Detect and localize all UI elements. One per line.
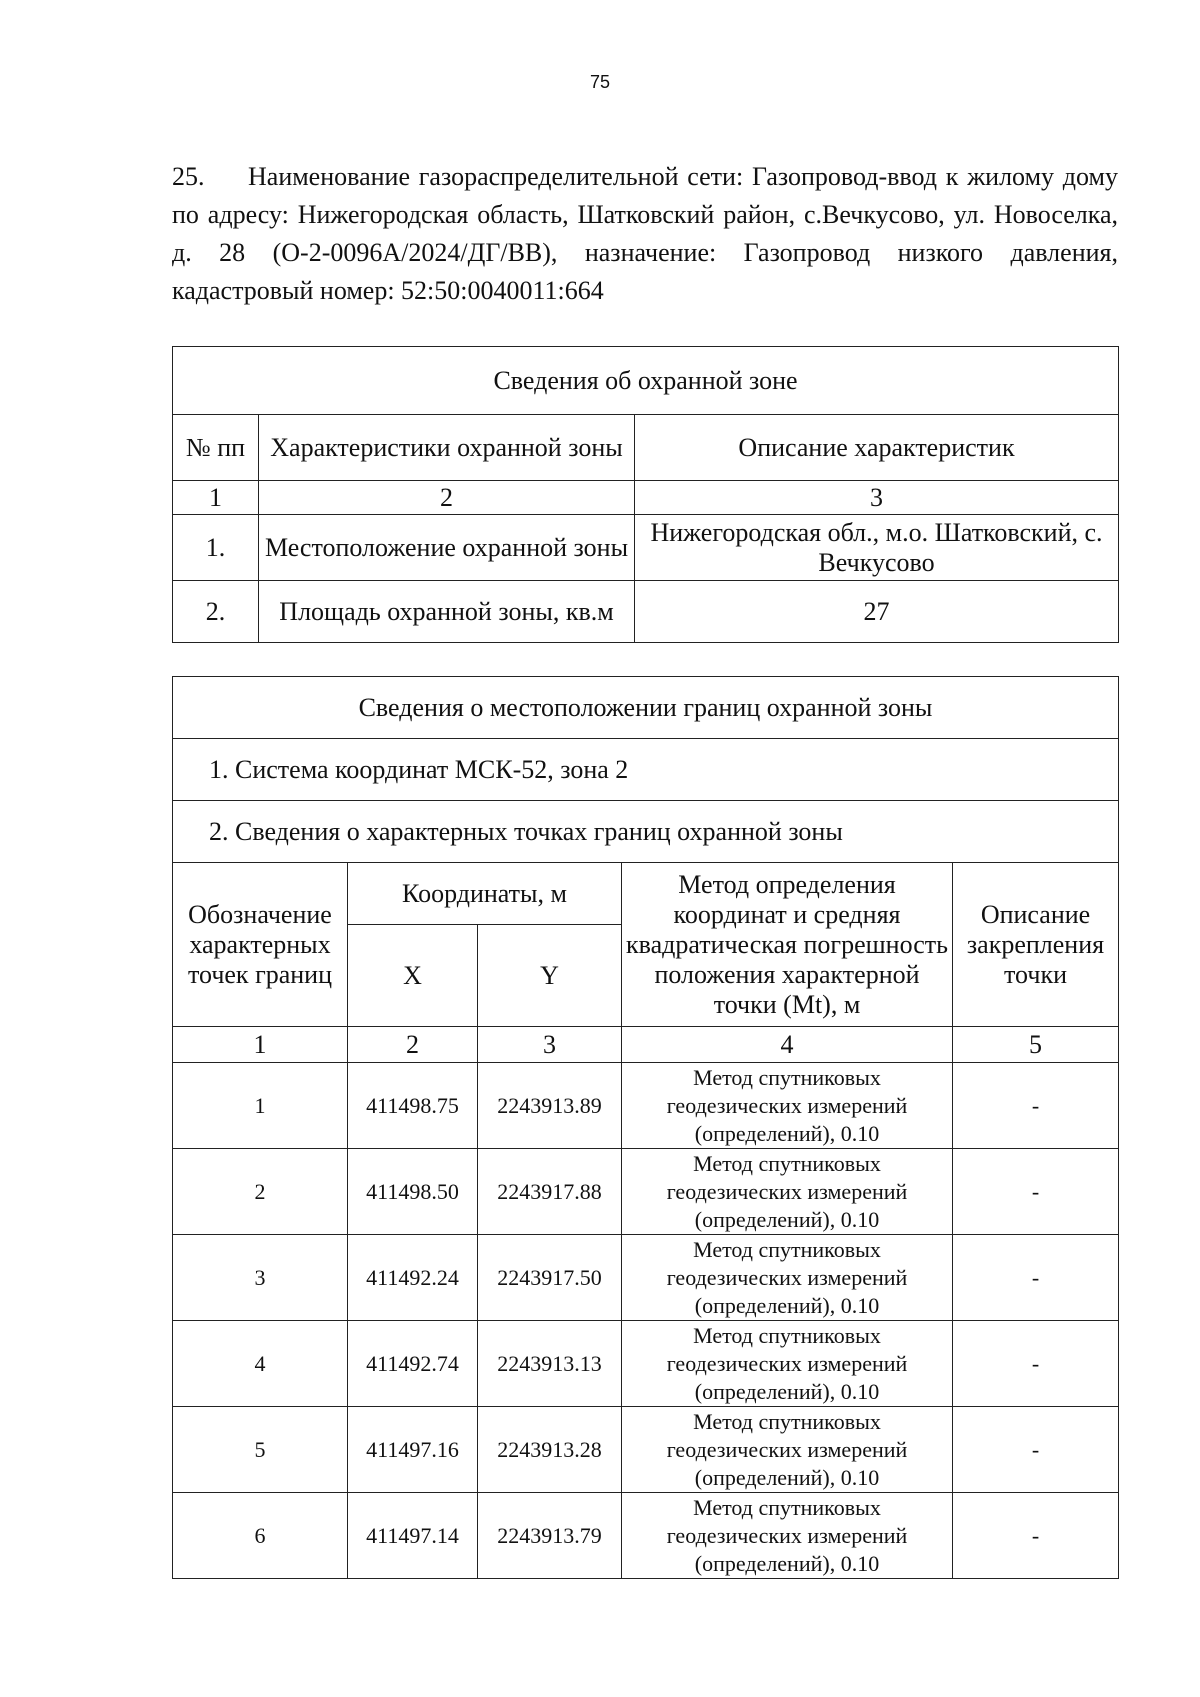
description-cell: 27 <box>635 581 1119 643</box>
row-number: 2. <box>173 581 259 643</box>
characteristic-cell: Площадь охранной зоны, кв.м <box>259 581 635 643</box>
fixing-cell: - <box>953 1063 1119 1149</box>
method-cell: Метод спутниковых геодезических измерений (определений), 0.10 <box>622 1321 953 1407</box>
zone-table-title: Сведения об охранной зоне <box>173 347 1119 415</box>
characteristic-cell: Местоположение охранной зоны <box>259 515 635 581</box>
y-cell: 2243913.28 <box>478 1407 622 1493</box>
point-cell: 6 <box>173 1493 348 1579</box>
x-header: X <box>348 925 478 1027</box>
header-cell: Характеристики охранной зоны <box>259 415 635 481</box>
page-number: 75 <box>589 72 611 92</box>
method-cell: Метод спутниковых геодезических измерений (определений), 0.10 <box>622 1493 953 1579</box>
index-cell: 5 <box>953 1027 1119 1063</box>
point-cell: 1 <box>173 1063 348 1149</box>
x-cell: 411497.14 <box>348 1493 478 1579</box>
table-row <box>173 1149 1119 1235</box>
coordinates-header: Координаты, м <box>348 863 622 925</box>
point-cell: 2 <box>173 1149 348 1235</box>
zone-info-table <box>172 346 1119 643</box>
fixing-cell: - <box>953 1493 1119 1579</box>
method-header: Метод определения координат и средняя квадратическая погрешность положения характерной точки (Mt), м <box>622 863 953 1027</box>
x-cell: 411498.75 <box>348 1063 478 1149</box>
index-cell: 1 <box>173 1027 348 1063</box>
table-row <box>173 1407 1119 1493</box>
table-row <box>173 1321 1119 1407</box>
index-cell: 3 <box>635 481 1119 515</box>
y-header: Y <box>478 925 622 1027</box>
boundary-points-table <box>172 676 1119 1579</box>
designation-header: Обозначение характерных точек границ <box>173 863 348 1027</box>
header-cell: Описание характеристик <box>635 415 1119 481</box>
point-cell: 4 <box>173 1321 348 1407</box>
x-cell: 411492.24 <box>348 1235 478 1321</box>
header-cell: № пп <box>173 415 259 481</box>
fixing-cell: - <box>953 1407 1119 1493</box>
method-cell: Метод спутниковых геодезических измерений (определений), 0.10 <box>622 1407 953 1493</box>
x-cell: 411492.74 <box>348 1321 478 1407</box>
fixing-cell: - <box>953 1321 1119 1407</box>
y-cell: 2243913.89 <box>478 1063 622 1149</box>
index-cell: 2 <box>259 481 635 515</box>
y-cell: 2243913.79 <box>478 1493 622 1579</box>
points-title: 2. Сведения о характерных точках границ охранной зоны <box>173 801 1119 863</box>
table-row <box>173 1063 1119 1149</box>
index-cell: 1 <box>173 481 259 515</box>
x-cell: 411498.50 <box>348 1149 478 1235</box>
fixing-description-header: Описание закрепления точки <box>953 863 1119 1027</box>
item-number: 25. <box>172 162 205 191</box>
row-number: 1. <box>173 515 259 581</box>
x-cell: 411497.16 <box>348 1407 478 1493</box>
point-cell: 5 <box>173 1407 348 1493</box>
method-cell: Метод спутниковых геодезических измерений (определений), 0.10 <box>622 1235 953 1321</box>
fixing-cell: - <box>953 1235 1119 1321</box>
fixing-cell: - <box>953 1149 1119 1235</box>
bounds-table-title: Сведения о местоположении границ охранной зоны <box>173 677 1119 739</box>
coord-system: 1. Система координат МСК-52, зона 2 <box>173 739 1119 801</box>
point-cell: 3 <box>173 1235 348 1321</box>
index-cell: 4 <box>622 1027 953 1063</box>
y-cell: 2243917.50 <box>478 1235 622 1321</box>
description-cell: Нижегородская обл., м.о. Шатковский, с. Вечкусово <box>635 515 1119 581</box>
index-cell: 3 <box>478 1027 622 1063</box>
y-cell: 2243917.88 <box>478 1149 622 1235</box>
y-cell: 2243913.13 <box>478 1321 622 1407</box>
intro-text: Наименование газораспределительной сети: Газопровод-ввод к жилому дому по адресу: Нижегородская область, Шатковский район, с.Вечкусово, ул. Новоселка, д. 28 (О-2-0096А/2024/ДГ/ВВ), назначение: Газопровод низкого давления, кадастровый номер: 52:50:0040011:664 <box>172 162 1118 305</box>
table-row <box>173 1493 1119 1579</box>
index-cell: 2 <box>348 1027 478 1063</box>
method-cell: Метод спутниковых геодезических измерений (определений), 0.10 <box>622 1149 953 1235</box>
intro-paragraph <box>172 158 1118 310</box>
table-row <box>173 1235 1119 1321</box>
method-cell: Метод спутниковых геодезических измерений (определений), 0.10 <box>622 1063 953 1149</box>
